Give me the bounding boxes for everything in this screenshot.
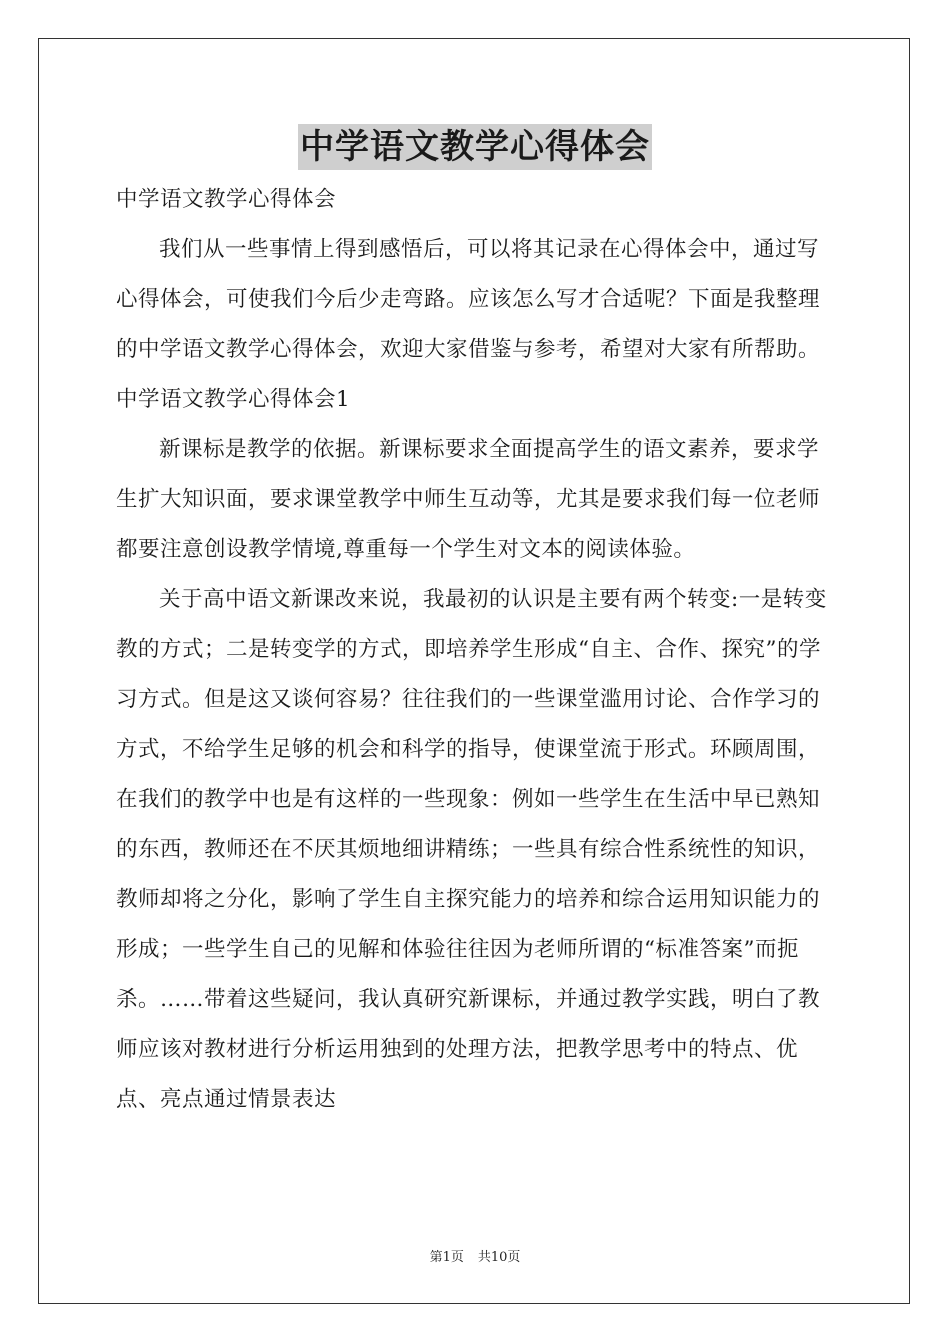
intro-paragraph: 我们从一些事情上得到感悟后，可以将其记录在心得体会中，通过写心得体会，可使我们今后少走弯路。应该怎么写才合适呢？下面是我整理的中学语文教学心得体会，欢迎大家借鉴与参考，希望对大家有所帮助。 bbox=[116, 237, 821, 362]
title-container bbox=[0, 124, 950, 170]
section-heading: 中学语文教学心得体会1 bbox=[116, 387, 351, 412]
document-body bbox=[116, 175, 838, 1125]
body-paragraph: 关于高中语文新课改来说，我最初的认识是主要有两个转变:一是转变教的方式；二是转变学的方式，即培养学生形成“自主、合作、探究”的学习方式。但是这又谈何容易？往往我们的一些课堂滥用讨论、合作学习的方式，不给学生足够的机会和科学的指导，使课堂流于形式。环顾周围，在我们的教学中也是有这样的一些现象：例如一些学生在生活中早已熟知的东西，教师还在不厌其烦地细讲精练；一些具有综合性系统性的知识，教师却将之分化，影响了学生自主探究能力的培养和综合运用知识能力的形成；一些学生自己的见解和体验往往因为老师所谓的“标准答案”而扼杀。……带着这些疑问，我认真研究新课标，并通过教学实践，明白了教师应该对教材进行分析运用独到的处理方法，把教学思考中的特点、优点、亮点通过情景表达 bbox=[116, 587, 827, 1112]
page-total: 共10页 bbox=[477, 1250, 521, 1265]
document-subtitle: 中学语文教学心得体会 bbox=[116, 187, 337, 212]
body-paragraph: 新课标是教学的依据。新课标要求全面提高学生的语文素养，要求学生扩大知识面，要求课堂教学中师生互动等，尤其是要求我们每一位老师都要注意创设教学情境,尊重每一个学生对文本的阅读体验。 bbox=[116, 437, 821, 562]
document-title: 中学语文教学心得体会 bbox=[298, 124, 652, 170]
page-number: 第1页 bbox=[429, 1250, 464, 1265]
page-footer bbox=[0, 1246, 950, 1265]
